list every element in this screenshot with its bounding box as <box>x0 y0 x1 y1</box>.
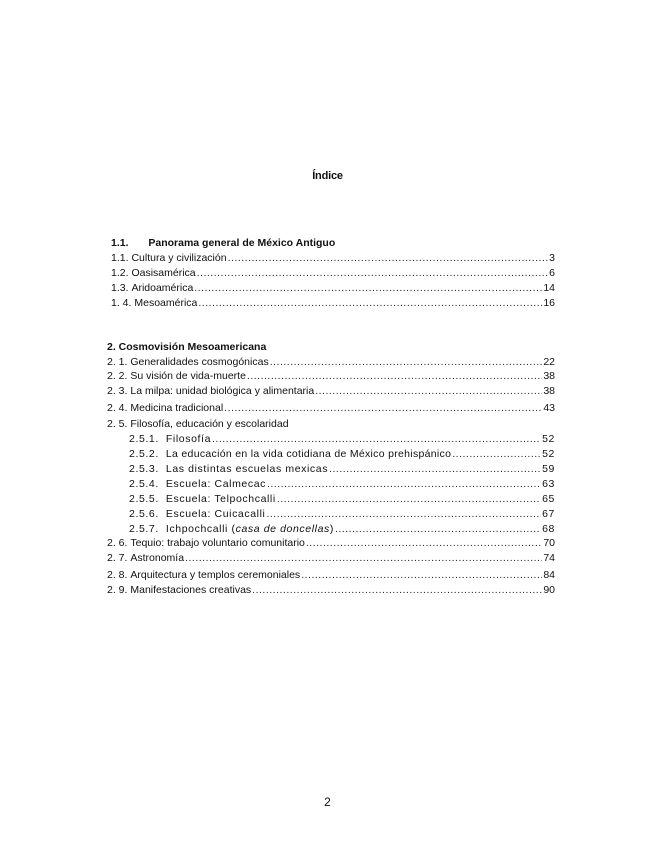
toc-entry[interactable]: 2. 9. Manifestaciones creativas ..... 90 <box>107 583 555 598</box>
leader-dots <box>198 296 542 311</box>
page-ref: 6 <box>549 267 555 279</box>
leader-dots <box>306 536 542 551</box>
toc-entry[interactable]: 2. 3. La milpa: unidad biológica y alimentaria ..... 38 <box>107 384 555 399</box>
leader-dots <box>315 384 542 399</box>
leader-dots <box>452 447 541 462</box>
section-2-heading: 2. Cosmovisión Mesoamericana <box>107 341 267 353</box>
toc-entry[interactable]: 2. 1. Generalidades cosmogónicas ..... 22 <box>107 355 555 370</box>
toc-entry[interactable]: 2. 8. Arquitectura y templos ceremoniales ..... 84 <box>107 568 555 583</box>
page-ref: 74 <box>543 552 555 564</box>
leader-dots <box>228 251 549 266</box>
section-1-title: Panorama general de México Antiguo <box>148 237 336 249</box>
toc-subentry[interactable]: 2.5.2. La educación en la vida cotidiana de México prehispánico ..... 52 <box>129 447 555 462</box>
leader-dots <box>212 432 541 447</box>
page-ref: 90 <box>543 584 555 596</box>
page-ref: 52 <box>542 448 555 460</box>
italic-subtitle: casa de doncellas <box>235 523 330 535</box>
page-ref: 22 <box>543 356 555 368</box>
toc-subentry[interactable]: 2.5.1. Filosofía ..... 52 <box>129 432 555 447</box>
toc-subentry[interactable]: 2.5.3. Las distintas escuelas mexicas ..... 59 <box>129 462 555 477</box>
index-title: Índice <box>312 170 343 182</box>
leader-dots <box>185 551 542 566</box>
leader-dots <box>266 507 541 522</box>
leader-dots <box>194 281 542 296</box>
toc-entry[interactable]: 2. 6. Tequio: trabajo voluntario comunitario ..... 70 <box>107 536 555 551</box>
page-ref: 68 <box>542 523 555 535</box>
page-ref: 14 <box>543 282 555 294</box>
page-ref: 65 <box>542 493 555 505</box>
toc-subentry[interactable]: 2.5.5. Escuela: Telpochcalli ..... 65 <box>129 492 555 507</box>
leader-dots <box>197 266 549 281</box>
leader-dots <box>301 568 542 583</box>
leader-dots <box>277 492 541 507</box>
section-1-number: 1.1. <box>111 237 129 249</box>
leader-dots <box>270 355 543 370</box>
page-ref: 84 <box>543 569 555 581</box>
page-ref: 59 <box>542 463 555 475</box>
toc-entry-2-5[interactable]: 2. 5. Filosofía, educación y escolaridad <box>107 418 289 430</box>
page-ref: 67 <box>542 508 555 520</box>
toc-entry[interactable]: 1.2. Oasisamérica ..... 6 <box>111 266 555 281</box>
toc-entry[interactable]: 2. 4. Medicina tradicional ..... 43 <box>107 401 555 416</box>
leader-dots <box>329 462 541 477</box>
page-number: 2 <box>324 795 331 809</box>
leader-dots <box>252 583 542 598</box>
page-ref: 43 <box>543 402 555 414</box>
toc-entry[interactable]: 1. 4. Mesoamérica ..... 16 <box>111 296 555 311</box>
toc-entry[interactable]: 2. 7. Astronomía ..... 74 <box>107 551 555 566</box>
leader-dots <box>267 477 541 492</box>
toc-subentry[interactable]: 2.5.7. Ichpochcalli ( casa de doncellas ) ..... 68 <box>129 522 555 537</box>
toc-subentry[interactable]: 2.5.6. Escuela: Cuicacalli ..... 67 <box>129 507 555 522</box>
toc-entry[interactable]: 2. 2. Su visión de vida-muerte ..... 38 <box>107 369 555 384</box>
toc-entry[interactable]: 1.3. Aridoamérica ..... 14 <box>111 281 555 296</box>
section-1-heading <box>111 236 335 251</box>
page-ref: 38 <box>543 370 555 382</box>
toc-subentry[interactable]: 2.5.4. Escuela: Calmecac ..... 63 <box>129 477 555 492</box>
page-ref: 63 <box>542 478 555 490</box>
page-ref: 3 <box>549 252 555 264</box>
page-ref: 52 <box>542 433 555 445</box>
toc-entry[interactable]: 1.1. Cultura y civilización ..... 3 <box>111 251 555 266</box>
page-ref: 16 <box>543 297 555 309</box>
page-ref: 70 <box>543 537 555 549</box>
leader-dots <box>247 369 542 384</box>
leader-dots <box>224 401 542 416</box>
leader-dots <box>335 522 541 537</box>
page-ref: 38 <box>543 385 555 397</box>
